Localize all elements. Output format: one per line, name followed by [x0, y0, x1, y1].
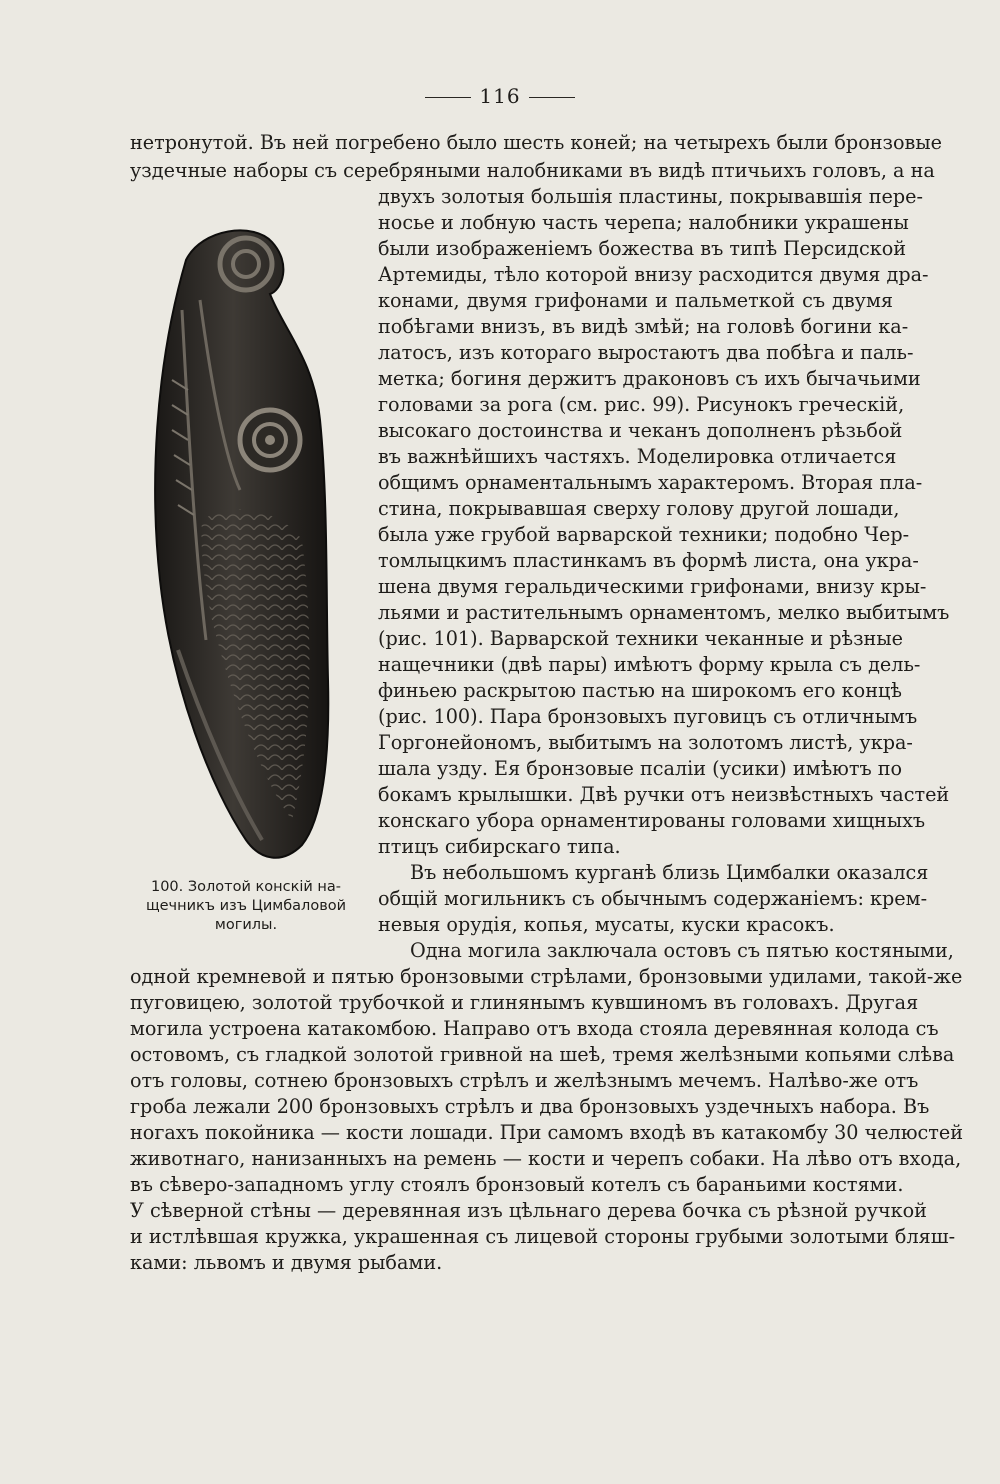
text-line: головами за рога (см. рис. 99). Рисунокъ греческій,	[378, 393, 905, 416]
caption-line: могилы.	[214, 917, 278, 933]
text-line: остовомъ, съ гладкой золотой гривной на шеѣ, тремя желѣзными копьями слѣва	[130, 1043, 955, 1066]
text-line: могила устроена катакомбою. Направо отъ входа стояла деревянная колода съ	[130, 1017, 939, 1040]
text-line: (рис. 101). Варварской техники чеканные и рѣзные	[378, 627, 903, 650]
text-line: шала узду. Ея бронзовые псаліи (усики) имѣютъ по	[378, 757, 903, 780]
text-line: конами, двумя грифонами и пальметкой съ двумя	[378, 289, 893, 312]
text-line: нетронутой. Въ ней погребено было шесть коней; на четырехъ были бронзовые	[130, 131, 942, 154]
text-line: побѣгами внизъ, въ видѣ змѣй; на головѣ богини ка-	[378, 315, 909, 338]
text-line: Артемиды, тѣло которой внизу расходится двумя дра-	[378, 263, 929, 286]
page-header	[0, 84, 1000, 108]
text-line: въ важнѣйшихъ частяхъ. Моделировка отличается	[378, 445, 897, 468]
cheek-piece-illustration	[142, 220, 347, 870]
text-line: была уже грубой варварской техники; подобно Чер-	[378, 523, 910, 546]
text-line: Въ небольшомъ курганѣ близь Цимбалки оказался	[410, 861, 929, 884]
text-line: носье и лобную часть черепа; налобники украшены	[378, 211, 909, 234]
text-line: льями и растительнымъ орнаментомъ, мелко выбитымъ	[378, 601, 950, 624]
text-line: (рис. 100). Пара бронзовыхъ пуговицъ съ отличнымъ	[378, 705, 918, 728]
text-line: томлыцкимъ пластинкамъ въ формѣ листа, она укра-	[378, 549, 919, 572]
text-line: Горгонейономъ, выбитымъ на золотомъ листѣ, укра-	[378, 731, 913, 754]
caption-line: 100. Золотой конскій на-	[150, 879, 342, 895]
text-line: невыя орудія, копья, мусаты, куски красокъ.	[378, 913, 835, 936]
text-line: высокаго достоинства и чеканъ дополненъ рѣзьбой	[378, 419, 903, 442]
text-line: гроба лежали 200 бронзовыхъ стрѣлъ и два бронзовыхъ уздечныхъ набора. Въ	[130, 1095, 930, 1118]
text-line: латосъ, изъ котораго выростаютъ два побѣга и паль-	[378, 341, 914, 364]
text-line: бокамъ крылышки. Двѣ ручки отъ неизвѣстныхъ частей	[378, 783, 950, 806]
text-line: одной кремневой и пятью бронзовыми стрѣлами, бронзовыми удилами, такой-же	[130, 965, 963, 988]
text-line: ками: львомъ и двумя рыбами.	[130, 1251, 443, 1274]
text-line: отъ головы, сотнею бронзовыхъ стрѣлъ и желѣзнымъ мечемъ. Налѣво-же отъ	[130, 1069, 919, 1092]
text-line: Одна могила заключала остовъ съ пятью костяными,	[410, 939, 954, 962]
figure-caption	[132, 878, 360, 935]
page-number: 116	[479, 84, 521, 108]
text-line: птицъ сибирскаго типа.	[378, 835, 621, 858]
cheek-piece-drawing	[142, 220, 347, 870]
text-line: двухъ золотыя большія пластины, покрывавшія пере-	[378, 185, 923, 208]
text-line: У сѣверной стѣны — деревянная изъ цѣльнаго дерева бочка съ рѣзной ручкой	[130, 1199, 927, 1222]
header-rule-left	[425, 97, 471, 98]
text-line: ногахъ покойника — кости лошади. При самомъ входѣ въ катакомбу 30 челюстей	[130, 1121, 964, 1144]
text-line: финьею раскрытою пастью на широкомъ его концѣ	[378, 679, 902, 702]
text-line: конскаго убора орнаментированы головами хищныхъ	[378, 809, 926, 832]
text-line: метка; богиня держитъ драконовъ съ ихъ бычачьими	[378, 367, 921, 390]
text-line: общимъ орнаментальнымъ характеромъ. Вторая пла-	[378, 471, 923, 494]
text-line: животнаго, нанизанныхъ на ремень — кости и черепъ собаки. На лѣво отъ входа,	[130, 1147, 962, 1170]
text-line: шена двумя геральдическими грифонами, внизу кры-	[378, 575, 927, 598]
text-line: были изображеніемъ божества въ типѣ Персидской	[378, 237, 907, 260]
text-line: пуговицею, золотой трубочкой и глинянымъ кувшиномъ въ головахъ. Другая	[130, 991, 919, 1014]
caption-line: щечникъ изъ Цимбаловой	[145, 898, 347, 914]
text-line: въ сѣверо-западномъ углу стоялъ бронзовый котелъ съ бараньими костями.	[130, 1173, 904, 1196]
text-line: уздечные наборы съ серебряными налобниками въ видѣ птичьихъ головъ, а на	[130, 159, 935, 182]
text-line: и истлѣвшая кружка, украшенная съ лицевой стороны грубыми золотыми бляш-	[130, 1225, 956, 1248]
text-line: нащечники (двѣ пары) имѣютъ форму крыла съ дель-	[378, 653, 921, 676]
text-line: стина, покрывавшая сверху голову другой лошади,	[378, 497, 900, 520]
header-rule-right	[529, 97, 575, 98]
text-line: общій могильникъ съ обычнымъ содержаніемъ: крем-	[378, 887, 928, 910]
